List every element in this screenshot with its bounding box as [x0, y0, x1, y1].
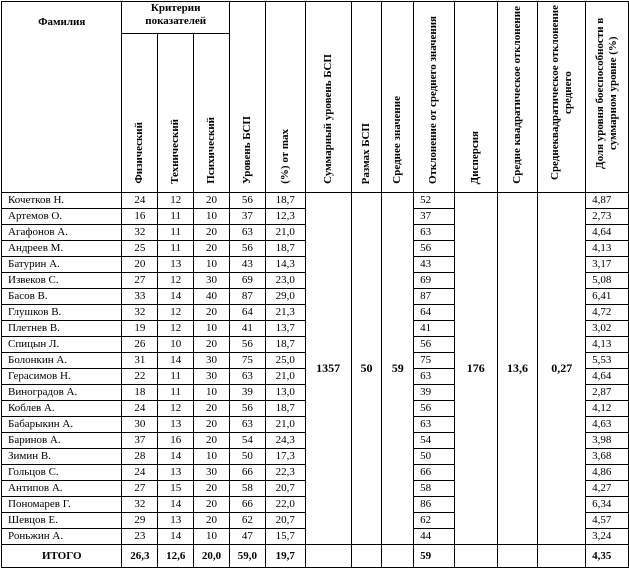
row-bsp-level: 47	[229, 529, 265, 545]
row-physical: 32	[122, 305, 158, 321]
table-row	[2, 193, 629, 209]
row-name: Гольцов С.	[2, 465, 122, 481]
row-pct-of-max: 24,3	[265, 433, 305, 449]
header-total-bsp: Суммарный уровень БСП	[305, 2, 351, 193]
row-deviation: 56	[414, 241, 455, 257]
row-deviation: 86	[414, 497, 455, 513]
row-mental: 10	[194, 449, 230, 465]
row-name: Спицын Л.	[2, 337, 122, 353]
row-name: Батурин А.	[2, 257, 122, 273]
row-pct-of-max: 29,0	[265, 289, 305, 305]
variance-value: 176	[454, 193, 497, 545]
row-mental: 10	[194, 529, 230, 545]
row-mental: 40	[194, 289, 230, 305]
row-technical: 14	[158, 497, 194, 513]
row-deviation: 43	[414, 257, 455, 273]
totals-row	[2, 545, 629, 568]
row-bsp-level: 87	[229, 289, 265, 305]
row-physical: 37	[122, 433, 158, 449]
row-name: Роньжин А.	[2, 529, 122, 545]
row-share: 6,41	[586, 289, 629, 305]
row-pct-of-max: 21,0	[265, 369, 305, 385]
row-deviation: 50	[414, 449, 455, 465]
row-deviation: 39	[414, 385, 455, 401]
row-bsp-level: 63	[229, 417, 265, 433]
row-name: Пономарев Г.	[2, 497, 122, 513]
row-deviation: 63	[414, 369, 455, 385]
row-technical: 14	[158, 353, 194, 369]
row-technical: 13	[158, 417, 194, 433]
row-physical: 28	[122, 449, 158, 465]
row-pct-of-max: 18,7	[265, 401, 305, 417]
total-bsp-value: 1357	[305, 193, 351, 545]
row-share: 4,64	[586, 225, 629, 241]
row-physical: 26	[122, 337, 158, 353]
row-name: Бабарыкин А.	[2, 417, 122, 433]
row-technical: 12	[158, 305, 194, 321]
total-mental: 20,0	[194, 545, 230, 568]
total-share: 4,35	[586, 545, 629, 568]
row-pct-of-max: 15,7	[265, 529, 305, 545]
row-name: Артемов О.	[2, 209, 122, 225]
row-physical: 25	[122, 241, 158, 257]
row-deviation: 37	[414, 209, 455, 225]
row-share: 3,68	[586, 449, 629, 465]
row-technical: 16	[158, 433, 194, 449]
row-mental: 30	[194, 369, 230, 385]
row-pct-of-max: 13,0	[265, 385, 305, 401]
total-physical: 26,3	[122, 545, 158, 568]
header-surname: Фамилия	[2, 2, 122, 193]
row-physical: 18	[122, 385, 158, 401]
row-deviation: 62	[414, 513, 455, 529]
row-name: Извеков С.	[2, 273, 122, 289]
row-mental: 10	[194, 321, 230, 337]
header-criteria: Критерии показателей	[122, 2, 229, 34]
row-mental: 20	[194, 241, 230, 257]
row-mental: 10	[194, 257, 230, 273]
row-share: 4,57	[586, 513, 629, 529]
total-empty-range	[351, 545, 382, 568]
row-bsp-level: 50	[229, 449, 265, 465]
row-mental: 20	[194, 417, 230, 433]
total-bsp-level: 59,0	[229, 545, 265, 568]
row-technical: 11	[158, 369, 194, 385]
row-share: 3,98	[586, 433, 629, 449]
row-share: 4,87	[586, 193, 629, 209]
row-deviation: 64	[414, 305, 455, 321]
row-pct-of-max: 21,3	[265, 305, 305, 321]
row-bsp-level: 66	[229, 465, 265, 481]
row-deviation: 87	[414, 289, 455, 305]
row-technical: 12	[158, 193, 194, 209]
row-share: 4,72	[586, 305, 629, 321]
header-physical: Физический	[122, 33, 158, 192]
row-share: 5,08	[586, 273, 629, 289]
row-physical: 31	[122, 353, 158, 369]
total-deviation: 59	[414, 545, 455, 568]
row-mental: 20	[194, 497, 230, 513]
row-deviation: 66	[414, 465, 455, 481]
row-share: 6,34	[586, 497, 629, 513]
row-mental: 10	[194, 385, 230, 401]
row-share: 4,27	[586, 481, 629, 497]
row-name: Виноградов А.	[2, 385, 122, 401]
row-name: Кочетков Н.	[2, 193, 122, 209]
row-share: 4,63	[586, 417, 629, 433]
row-pct-of-max: 21,0	[265, 225, 305, 241]
row-pct-of-max: 12,3	[265, 209, 305, 225]
header-technical: Технический	[158, 33, 194, 192]
row-share: 2,73	[586, 209, 629, 225]
row-bsp-level: 58	[229, 481, 265, 497]
row-physical: 27	[122, 481, 158, 497]
row-physical: 32	[122, 225, 158, 241]
row-physical: 23	[122, 529, 158, 545]
row-share: 4,13	[586, 337, 629, 353]
row-bsp-level: 75	[229, 353, 265, 369]
row-name: Герасимов Н.	[2, 369, 122, 385]
row-pct-of-max: 22,0	[265, 497, 305, 513]
row-pct-of-max: 18,7	[265, 193, 305, 209]
row-mental: 20	[194, 225, 230, 241]
row-physical: 32	[122, 497, 158, 513]
row-technical: 11	[158, 209, 194, 225]
row-bsp-level: 56	[229, 337, 265, 353]
row-bsp-level: 41	[229, 321, 265, 337]
row-pct-of-max: 22,3	[265, 465, 305, 481]
row-deviation: 44	[414, 529, 455, 545]
row-technical: 10	[158, 337, 194, 353]
row-bsp-level: 63	[229, 369, 265, 385]
row-technical: 13	[158, 513, 194, 529]
row-physical: 33	[122, 289, 158, 305]
row-technical: 14	[158, 529, 194, 545]
row-technical: 11	[158, 225, 194, 241]
header-mental: Психический	[194, 33, 230, 192]
row-physical: 30	[122, 417, 158, 433]
row-bsp-level: 62	[229, 513, 265, 529]
row-pct-of-max: 20,7	[265, 481, 305, 497]
row-technical: 15	[158, 481, 194, 497]
row-physical: 16	[122, 209, 158, 225]
total-empty-sum	[305, 545, 351, 568]
row-name: Баринов А.	[2, 433, 122, 449]
row-bsp-level: 56	[229, 241, 265, 257]
row-bsp-level: 56	[229, 193, 265, 209]
row-technical: 12	[158, 401, 194, 417]
row-share: 3,02	[586, 321, 629, 337]
header-pct-of-max: (%) от max	[265, 2, 305, 193]
bsp-results-table	[1, 1, 629, 568]
header-mean: Среднее значение	[382, 2, 414, 193]
row-mental: 20	[194, 513, 230, 529]
row-bsp-level: 64	[229, 305, 265, 321]
row-deviation: 63	[414, 225, 455, 241]
row-mental: 20	[194, 401, 230, 417]
row-share: 4,12	[586, 401, 629, 417]
header-bsp-range: Размах БСП	[351, 2, 382, 193]
total-technical: 12,6	[158, 545, 194, 568]
row-bsp-level: 54	[229, 433, 265, 449]
row-pct-of-max: 25,0	[265, 353, 305, 369]
total-empty-std-mean	[538, 545, 586, 568]
row-share: 4,64	[586, 369, 629, 385]
row-bsp-level: 69	[229, 273, 265, 289]
row-deviation: 63	[414, 417, 455, 433]
row-physical: 24	[122, 401, 158, 417]
row-name: Андреев М.	[2, 241, 122, 257]
row-share: 2,87	[586, 385, 629, 401]
row-deviation: 54	[414, 433, 455, 449]
row-physical: 19	[122, 321, 158, 337]
row-name: Плетнев В.	[2, 321, 122, 337]
totals-label: ИТОГО	[2, 545, 122, 568]
row-share: 3,24	[586, 529, 629, 545]
row-deviation: 75	[414, 353, 455, 369]
row-name: Болонкин А.	[2, 353, 122, 369]
row-bsp-level: 37	[229, 209, 265, 225]
row-deviation: 56	[414, 337, 455, 353]
header-deviation: Отклонение от среднего значения	[414, 2, 455, 193]
std-dev-mean-value: 0,27	[538, 193, 586, 545]
row-name: Шевцов Е.	[2, 513, 122, 529]
row-share: 4,86	[586, 465, 629, 481]
row-technical: 13	[158, 257, 194, 273]
row-physical: 24	[122, 465, 158, 481]
row-physical: 27	[122, 273, 158, 289]
row-pct-of-max: 21,0	[265, 417, 305, 433]
row-pct-of-max: 20,7	[265, 513, 305, 529]
row-deviation: 69	[414, 273, 455, 289]
row-share: 3,17	[586, 257, 629, 273]
row-mental: 10	[194, 209, 230, 225]
header-share: Доля уровня боеспособности в суммарном уровне (%)	[586, 2, 629, 193]
row-mental: 30	[194, 273, 230, 289]
row-share: 5,53	[586, 353, 629, 369]
row-mental: 30	[194, 465, 230, 481]
row-mental: 20	[194, 193, 230, 209]
bsp-range-value: 50	[351, 193, 382, 545]
row-technical: 14	[158, 449, 194, 465]
row-name: Антипов А.	[2, 481, 122, 497]
row-pct-of-max: 18,7	[265, 337, 305, 353]
row-physical: 24	[122, 193, 158, 209]
row-deviation: 41	[414, 321, 455, 337]
row-deviation: 56	[414, 401, 455, 417]
row-bsp-level: 39	[229, 385, 265, 401]
total-pct-of-max: 19,7	[265, 545, 305, 568]
row-pct-of-max: 14,3	[265, 257, 305, 273]
row-name: Коблев А.	[2, 401, 122, 417]
row-technical: 12	[158, 321, 194, 337]
table-body	[2, 193, 629, 545]
row-physical: 20	[122, 257, 158, 273]
row-share: 4,13	[586, 241, 629, 257]
row-bsp-level: 56	[229, 401, 265, 417]
row-name: Зимин В.	[2, 449, 122, 465]
row-pct-of-max: 18,7	[265, 241, 305, 257]
std-dev-value: 13,6	[497, 193, 538, 545]
row-deviation: 58	[414, 481, 455, 497]
header-std-dev-mean: Среднеквадратическое отклонение среднего	[538, 2, 586, 193]
header-std-dev: Средне квадратическое отклонение	[497, 2, 538, 193]
total-empty-std	[497, 545, 538, 568]
row-pct-of-max: 23,0	[265, 273, 305, 289]
row-name: Глушков В.	[2, 305, 122, 321]
row-technical: 11	[158, 241, 194, 257]
row-physical: 22	[122, 369, 158, 385]
row-bsp-level: 63	[229, 225, 265, 241]
row-mental: 30	[194, 353, 230, 369]
row-mental: 20	[194, 305, 230, 321]
row-mental: 20	[194, 433, 230, 449]
header-variance: Дисперсия	[454, 2, 497, 193]
row-technical: 14	[158, 289, 194, 305]
row-bsp-level: 66	[229, 497, 265, 513]
row-deviation: 52	[414, 193, 455, 209]
mean-value: 59	[382, 193, 414, 545]
row-technical: 12	[158, 273, 194, 289]
row-physical: 29	[122, 513, 158, 529]
total-empty-mean	[382, 545, 414, 568]
row-pct-of-max: 17,3	[265, 449, 305, 465]
row-name: Агафонов А.	[2, 225, 122, 241]
row-technical: 11	[158, 385, 194, 401]
row-name: Басов В.	[2, 289, 122, 305]
row-mental: 20	[194, 337, 230, 353]
header-bsp-level: Уровень БСП	[229, 2, 265, 193]
row-bsp-level: 43	[229, 257, 265, 273]
total-empty-variance	[454, 545, 497, 568]
row-pct-of-max: 13,7	[265, 321, 305, 337]
row-mental: 20	[194, 481, 230, 497]
row-technical: 13	[158, 465, 194, 481]
